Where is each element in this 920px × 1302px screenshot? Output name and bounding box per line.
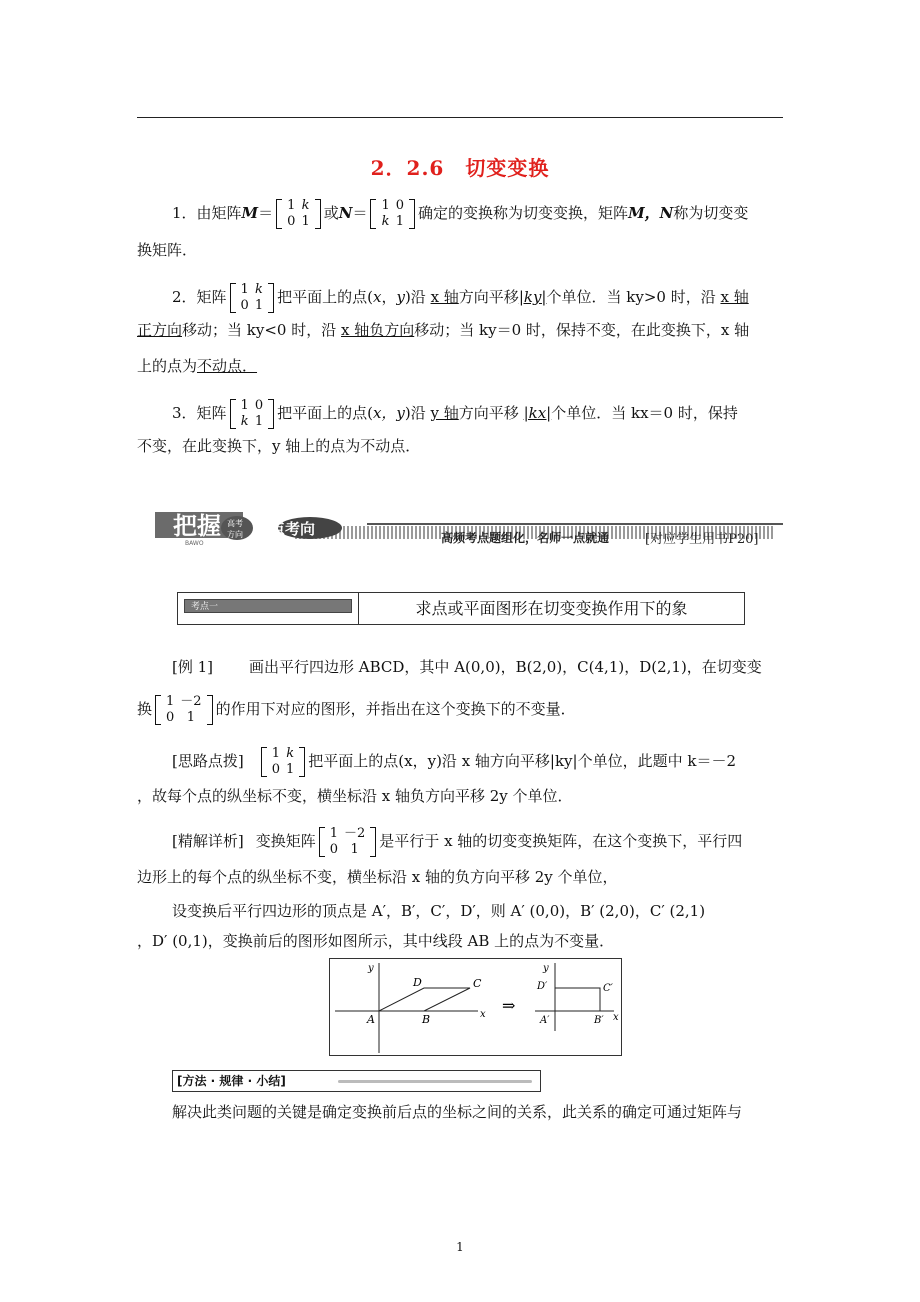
example-line2 bbox=[137, 694, 576, 726]
matrix-N bbox=[369, 198, 416, 230]
banner-right: 高频考点题组化，名师一点就通 bbox=[441, 531, 610, 545]
matrix-cell: k bbox=[381, 214, 390, 229]
example-line1 bbox=[172, 655, 762, 679]
matrix-cell: 1 bbox=[301, 214, 310, 229]
method-box bbox=[172, 1070, 541, 1092]
matrix-cell: 0 bbox=[287, 214, 296, 229]
item2-blank-xaxis: x 轴 bbox=[430, 288, 459, 306]
matrix-cell: 0 bbox=[166, 710, 175, 725]
item1-text-c: 称为切变变 bbox=[673, 204, 749, 222]
matrix-M bbox=[275, 198, 322, 230]
hint-text-a: 把平面上的点(x，y)沿 x 轴方向平移|ky|个单位，此题中 k＝－2 bbox=[308, 752, 736, 770]
item2-y: y bbox=[396, 288, 405, 306]
banner-big: 把握 bbox=[173, 512, 221, 540]
item2-text-l3a: 上的点为 bbox=[137, 357, 198, 375]
rectangle-ABCD-prime bbox=[555, 988, 600, 1011]
item1-eq2: ＝ bbox=[352, 204, 368, 222]
matrix-cell: 1 bbox=[186, 710, 196, 725]
item2-blank-fixed: 不动点． bbox=[197, 357, 258, 375]
matrix-cell: 0 bbox=[254, 398, 264, 413]
item3-text-b: 把平面上的点( bbox=[277, 404, 373, 422]
transform-arrow-icon: ⇒ bbox=[502, 996, 516, 1015]
matrix-cell: 1 bbox=[286, 762, 295, 777]
right-label-D: D′ bbox=[537, 981, 548, 992]
item2-text-b: 把平面上的点( bbox=[277, 288, 373, 306]
banner-small-top: 高考 bbox=[227, 519, 243, 528]
left-label-A: A bbox=[367, 1013, 375, 1026]
kaodian-label: 考点一 bbox=[191, 602, 219, 612]
matrix-cell: k bbox=[240, 414, 249, 429]
solution-line3: 设变换后平行四边形的顶点是 A′，B′，C′，D′，则 A′ (0,0)，B′ (2,0)，C′ (2,1) bbox=[172, 902, 706, 920]
matrix-T bbox=[154, 694, 214, 726]
matrix-M-3 bbox=[260, 746, 307, 778]
matrix-M-2 bbox=[229, 282, 276, 314]
transform-figure bbox=[329, 958, 622, 1056]
item2-line1 bbox=[172, 282, 749, 314]
header-rule bbox=[137, 117, 783, 118]
matrix-cell: －2 bbox=[180, 694, 202, 709]
method-bar bbox=[338, 1080, 532, 1083]
matrix-cell: －2 bbox=[344, 826, 366, 841]
left-label-D: D bbox=[413, 976, 422, 989]
hint-line2: ，故每个点的纵坐标不变，横坐标沿 x 轴负方向平移 2y 个单位． bbox=[137, 787, 573, 805]
item3-text-a: 3．矩阵 bbox=[172, 404, 227, 422]
solution-text-b: 是平行于 x 轴的切变变换矩阵，在这个变换下，平行四 bbox=[379, 832, 743, 850]
item1-text-b: 确定的变换称为切变变换，矩阵 bbox=[418, 204, 629, 222]
matrix-cell: k bbox=[286, 746, 295, 761]
matrix-N-2 bbox=[229, 398, 276, 430]
item2-blank-ky: |ky| bbox=[518, 288, 547, 306]
item3-line2: 不变，在此变换下，y 轴上的点为不动点． bbox=[137, 437, 421, 455]
banner-sub: 热点考向 bbox=[255, 520, 316, 538]
matrix-cell: 1 bbox=[381, 198, 390, 213]
method-text: 解决此类问题的关键是确定变换前后点的坐标之间的关系，此关系的确定可通过矩阵与 bbox=[172, 1103, 743, 1121]
left-label-B: B bbox=[422, 1013, 431, 1026]
item2-text-c: )沿 bbox=[404, 288, 431, 306]
matrix-cell: 1 bbox=[350, 842, 359, 857]
matrix-cell: 0 bbox=[271, 762, 280, 777]
solution-text-a: 变换矩阵 bbox=[255, 832, 316, 850]
matrix-cell: 1 bbox=[240, 282, 249, 297]
item2-text-d: 方向平移 bbox=[458, 288, 519, 306]
item3-blank-kx: |kx| bbox=[523, 404, 552, 422]
item2-text-e: 个单位．当 ky>0 时，沿 bbox=[546, 288, 721, 306]
item2-line2 bbox=[137, 318, 749, 342]
kaodian-title: 求点或平面图形在切变变换作用下的象 bbox=[415, 599, 688, 618]
item2-text-l2d: 移动；当 ky＝0 时，保持不变，在此变换下，x 轴 bbox=[414, 321, 750, 339]
item2-text-l2b: 移动；当 ky<0 时，沿 bbox=[182, 321, 341, 339]
page-number: 1 bbox=[456, 1240, 464, 1254]
example-text2b: 的作用下对应的图形，并指出在这个变换下的不变量． bbox=[215, 700, 576, 718]
matrix-cell: 1 bbox=[166, 694, 175, 709]
matrix-cell: k bbox=[301, 198, 310, 213]
solution-line4: ，D′ (0,1)，变换前后的图形如图所示，其中线段 AB 上的点为不变量． bbox=[137, 932, 615, 950]
matrix-cell: 1 bbox=[254, 298, 264, 313]
item3-blank-yaxis: y 轴 bbox=[430, 404, 459, 422]
matrix-cell: 1 bbox=[271, 746, 280, 761]
item3-text-d: )沿 bbox=[404, 404, 431, 422]
left-label-C: C bbox=[473, 977, 482, 990]
solution-line1 bbox=[172, 826, 742, 858]
matrix-cell: 1 bbox=[254, 414, 264, 429]
section-banner bbox=[155, 512, 783, 546]
right-label-A: A′ bbox=[540, 1015, 550, 1026]
section-title: 2．2.6 切变变换 bbox=[370, 156, 550, 180]
item2-x: x bbox=[372, 288, 382, 306]
item1-M: M bbox=[241, 204, 259, 222]
item1-or: 或 bbox=[323, 204, 339, 222]
banner-ref: [对应学生用书P20] bbox=[645, 532, 759, 546]
example-text1: 画出平行四边形 ABCD，其中 A(0,0)，B(2,0)，C(4,1)，D(2,1)，在切变变 bbox=[249, 658, 762, 676]
item2-blank-positive: 正方向 bbox=[137, 321, 183, 339]
item3-line1 bbox=[172, 398, 738, 430]
example-text2a: 换 bbox=[137, 700, 153, 718]
matrix-cell: 0 bbox=[329, 842, 339, 857]
right-label-B: B′ bbox=[594, 1015, 604, 1026]
item2-comma: ， bbox=[381, 288, 397, 306]
figure-svg bbox=[330, 959, 621, 1055]
item1-eq: ＝ bbox=[258, 204, 274, 222]
matrix-cell: 1 bbox=[287, 198, 296, 213]
matrix-T-2 bbox=[318, 826, 378, 858]
left-x-label: x bbox=[480, 1009, 486, 1020]
solution-tag: [精解详析] bbox=[172, 832, 244, 850]
matrix-cell: 1 bbox=[329, 826, 339, 841]
item2-blank-negative: x 轴负方向 bbox=[341, 321, 415, 339]
kaodian-label-box bbox=[184, 599, 352, 613]
item3-text-c: x，y bbox=[372, 404, 405, 422]
banner-graphic bbox=[155, 512, 783, 546]
hint-line1 bbox=[172, 746, 736, 778]
matrix-cell: 0 bbox=[240, 298, 249, 313]
banner-small-bottom: 方向 bbox=[227, 530, 243, 539]
hint-tag: [思路点拨] bbox=[172, 752, 244, 770]
method-title: [方法 · 规律 · 小结] bbox=[177, 1074, 286, 1088]
matrix-cell: 1 bbox=[240, 398, 249, 413]
solution-line2: 边形上的每个点的纵坐标不变，横坐标沿 x 轴的负方向平移 2y 个单位， bbox=[137, 868, 618, 886]
kaodian-table bbox=[177, 592, 745, 625]
item2-line3 bbox=[137, 354, 257, 378]
item2-blank-xaxis2: x 轴 bbox=[720, 288, 749, 306]
matrix-cell: k bbox=[255, 282, 263, 297]
item3-text-f: 个单位．当 kx＝0 时，保持 bbox=[551, 404, 738, 422]
item2-text-a: 2．矩阵 bbox=[172, 288, 227, 306]
parallelogram-ABCD bbox=[379, 988, 470, 1011]
item1-N: N bbox=[338, 204, 353, 222]
item1-line2: 换矩阵． bbox=[137, 241, 198, 259]
banner-pinyin: BAWO bbox=[185, 540, 204, 546]
right-x-label: x bbox=[613, 1012, 619, 1023]
right-y-label: y bbox=[543, 963, 549, 974]
item3-text-e: 方向平移 bbox=[458, 404, 524, 422]
right-label-C: C′ bbox=[603, 983, 613, 994]
matrix-cell: 0 bbox=[395, 198, 405, 213]
item1-MN: M，N bbox=[628, 204, 674, 222]
item1-line1 bbox=[172, 198, 748, 230]
item1-text-a: 1．由矩阵 bbox=[172, 204, 242, 222]
left-y-label: y bbox=[368, 963, 374, 974]
example-tag: [例 1] bbox=[172, 658, 214, 676]
matrix-cell: 1 bbox=[395, 214, 405, 229]
